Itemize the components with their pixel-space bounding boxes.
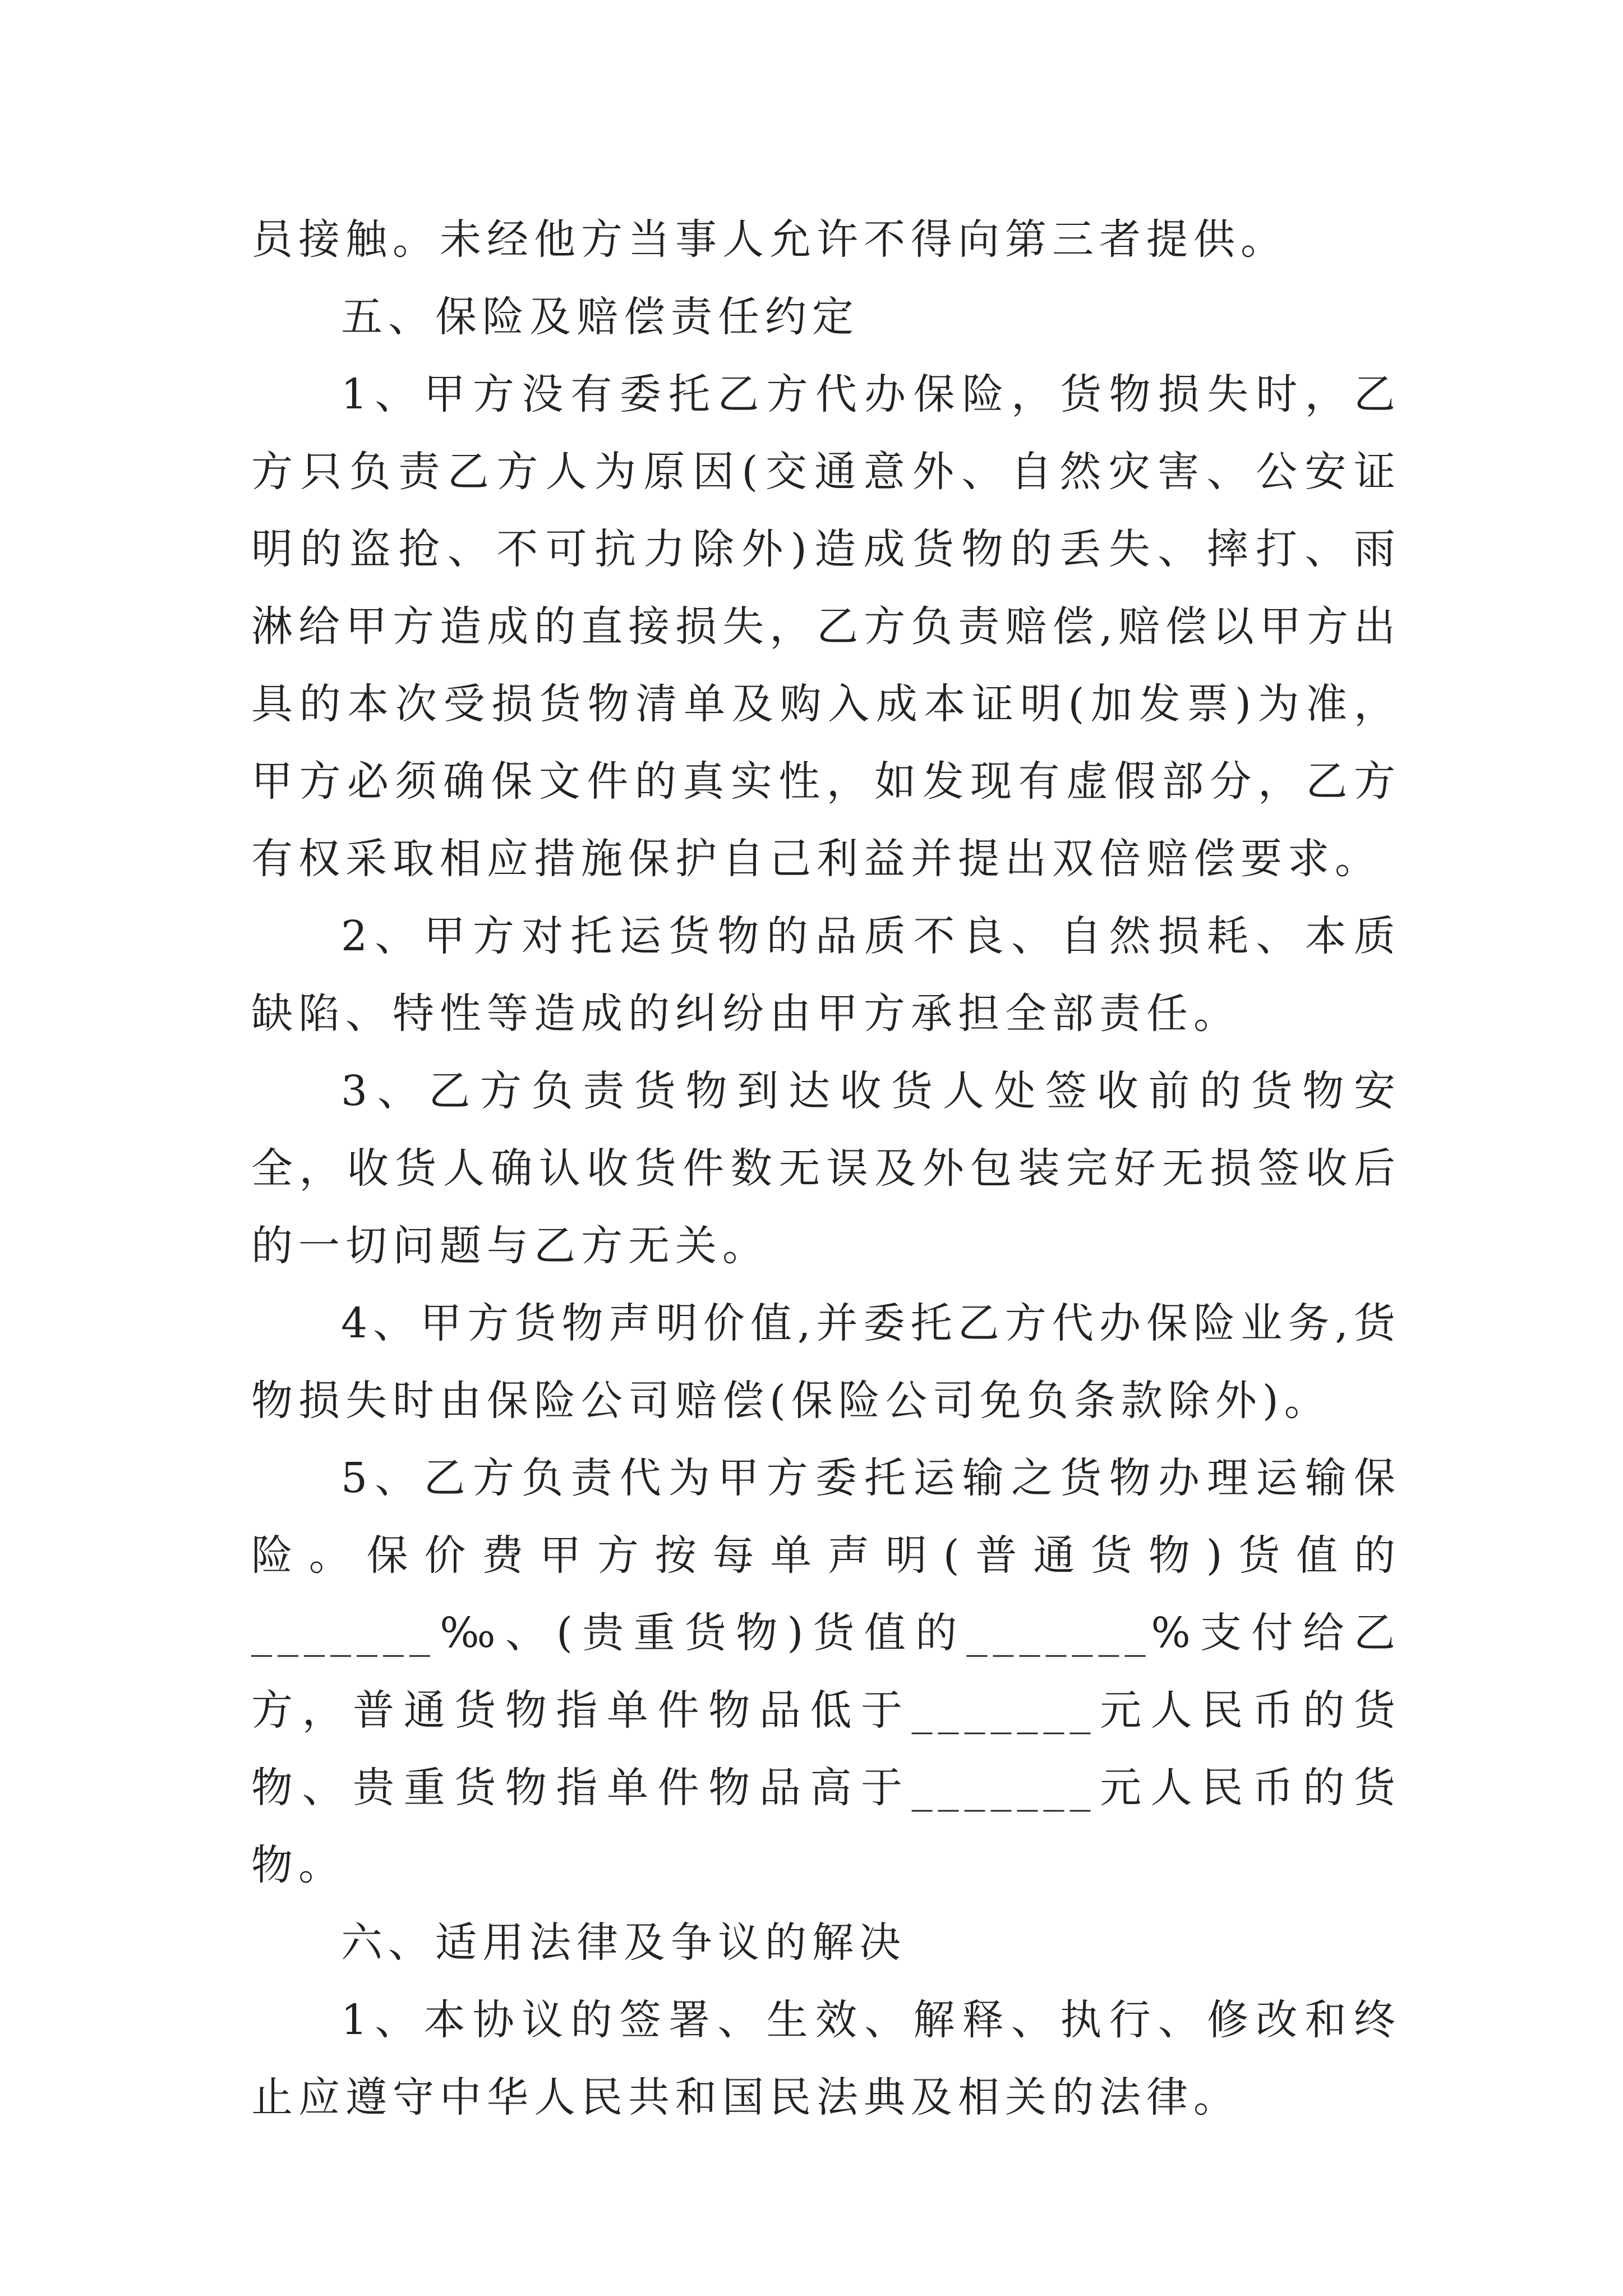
paragraph-clause-5-4: 4、甲方货物声明价值,并委托乙方代办保险业务,货物损失时由保险公司赔偿(保险公司免负条款除外)。 xyxy=(251,1299,1401,1425)
document-body xyxy=(251,201,1401,2136)
paragraph-confidentiality-end: 员接触。未经他方当事人允许不得向第三者提供。 xyxy=(251,215,1288,264)
paragraph-clause-5-1: 1、甲方没有委托乙方代办保险，货物损失时，乙方只负责乙方人为原因(交通意外、自然灾害、公安证明的盗抢、不可抗力除外)造成货物的丢失、摔打、雨淋给甲方造成的直接损失，乙方负责赔偿,赔偿以甲方出具的本次受损货物清单及购入成本证明(加发票)为准，甲方必须确保文件的真实性，如发现有虚假部分，乙方有权采取相应措施保护自己利益并提出双倍赔偿要求。 xyxy=(251,370,1401,883)
paragraph-clause-5-5: 5、乙方负责代为甲方委托运输之货物办理运输保险。保价费甲方按每单声明(普通货物)货值的_______‰、(贵重货物)货值的_______%支付给乙方，普通货物指单件物品低于_______元人民币的货物、贵重货物指单件物品高于_______元人民币的货物。 xyxy=(251,1454,1401,1889)
paragraph-clause-5-2: 2、甲方对托运货物的品质不良、自然损耗、本质缺陷、特性等造成的纠纷由甲方承担全部责任。 xyxy=(251,912,1401,1038)
paragraph-clause-5-3: 3、乙方负责货物到达收货人处签收前的货物安全，收货人确认收货件数无误及外包装完好无损签收后的一切问题与乙方无关。 xyxy=(251,1067,1401,1270)
section-heading-applicable-law: 六、适用法律及争议的解决 xyxy=(341,1918,906,1967)
section-heading-insurance: 五、保险及赔偿责任约定 xyxy=(341,293,859,341)
paragraph-clause-6-1: 1、本协议的签署、生效、解释、执行、修改和终止应遵守中华人民共和国民法典及相关的法律。 xyxy=(251,1996,1401,2122)
